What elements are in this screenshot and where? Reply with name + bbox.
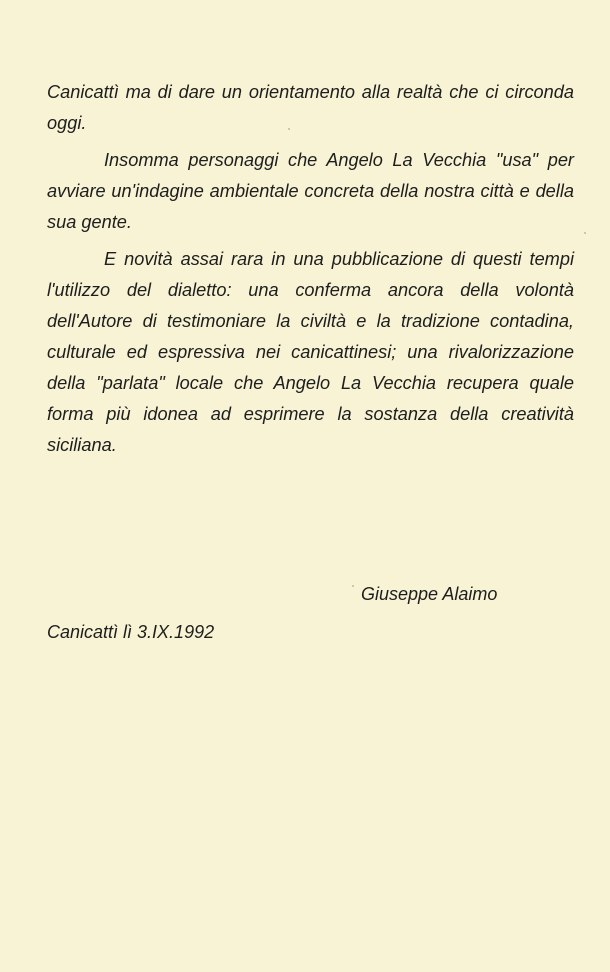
- author-signature: Giuseppe Alaimo: [361, 584, 498, 604]
- paragraph-continuation: Canicattì ma di dare un orientamento alla realtà che ci circonda oggi.: [47, 82, 574, 133]
- paragraph-characters: Insomma personaggi che Angelo La Vecchia "usa" per avviare un'indagine ambientale concreta della nostra città e della sua gente.: [47, 150, 574, 232]
- paper-speck: [584, 232, 586, 234]
- paragraph-dialect: E novità assai rara in una pubblicazione di questi tempi l'utilizzo del dialetto: una conferma ancora della volontà dell'Autore di testimoniare la civiltà e la tradizione contadina, culturale ed espressiva nei canicattinesi; una rivalorizzazione della "parlata" locale che Angelo La Vecchia recupera quale forma più idonea ad esprimere la sostanza della creatività siciliana.: [47, 249, 574, 455]
- paper-speck: [288, 128, 290, 130]
- place-date-line: Canicattì lì 3.IX.1992: [47, 622, 215, 642]
- paper-speck: [352, 585, 354, 587]
- body-text: [47, 77, 574, 467]
